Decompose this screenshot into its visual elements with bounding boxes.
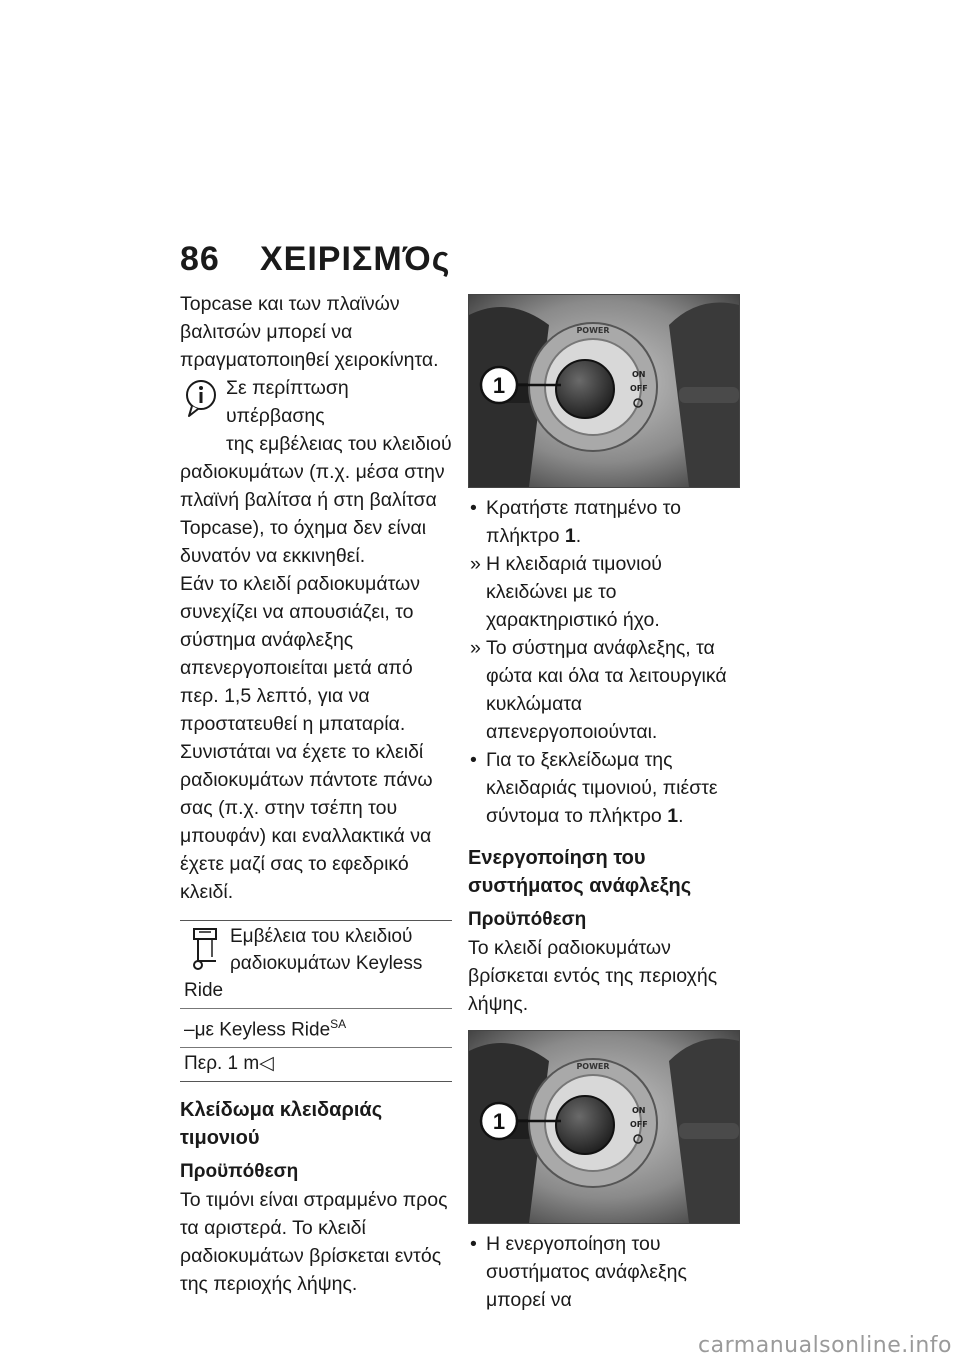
off-label: OFF: [630, 384, 648, 393]
watermark: carmanualsonline.info: [698, 1333, 952, 1358]
ignition-button-photo-2: [468, 1030, 740, 1224]
precondition-text: Το κλειδί ραδιοκυμάτων βρίσκεται εντός της περιοχής λήψης.: [468, 937, 718, 1015]
ignition-photo-graphic: [469, 295, 739, 487]
page-header: [180, 240, 450, 279]
precondition-label: Προϋπόθεση: [468, 909, 587, 930]
on-label: ON: [632, 370, 646, 379]
sa-superscript: SA: [330, 1017, 347, 1031]
hint-paragraph-3: Συνιστάται να έχετε το κλειδί ραδιοκυμάτων πάντοτε πάνω σας (π.χ. στην τσέπη του μπουφάν) και εναλλακτικά να έχετε μαζί σας το εφεδρικό κλειδί.: [180, 741, 433, 903]
hint-paragraph-2: Εάν το κλειδί ραδιοκυμάτων συνεχίζει να απουσιάζει, το σύστημα ανάφλεξης απενεργοποιείται μετά από περ. 1,5 λεπτό, για να προστατευθεί η μπαταρία.: [180, 573, 420, 735]
table-title-line-3: Ride: [184, 980, 224, 1001]
intro-paragraph: Topcase και των πλαϊνών βαλιτσών μπορεί να πραγματοποιηθεί χειροκίνητα.: [180, 293, 439, 371]
right-column: [468, 290, 740, 1314]
list-item: • Κρατήστε πατημένο το πλήκτρο 1.: [470, 497, 681, 547]
table-title-line-1: Εμβέλεια του κλειδιού: [230, 926, 413, 947]
callout-1: 1: [492, 1109, 506, 1134]
section-heading-ignition: Ενεργοποίηση του συστήματος ανάφλεξης: [468, 847, 692, 897]
hint-text: ραδιοκυμάτων (π.χ. μέσα στην πλαϊνή βαλίτσα ή στη βαλίτσα Topcase), το όχημα δεν είναι δυνατόν να εκκινηθεί.: [180, 461, 445, 567]
power-label: POWER: [576, 326, 610, 335]
variant-label: –με Keyless Ride: [184, 1019, 331, 1041]
page-number: 86: [180, 240, 220, 278]
ignition-button-photo-1: [468, 294, 740, 488]
list-item: » Η κλειδαριά τιμονιού κλειδώνει με το χαρακτηριστικό ήχο.: [470, 553, 662, 631]
chapter-title: ΧΕΙΡΙΣΜΌς: [260, 240, 451, 278]
steering-lock-steps: [468, 494, 740, 830]
radio-key-icon: [190, 927, 220, 971]
list-item: • Η ενεργοποίηση του συστήματος ανάφλεξης μπορεί να: [470, 1233, 687, 1311]
callout-1: 1: [492, 373, 506, 398]
table-row: [180, 1009, 452, 1048]
ignition-steps: [468, 1230, 740, 1314]
hint-block: [180, 374, 452, 906]
list-item: » Το σύστημα ανάφλεξης, τα φώτα και όλα τα λειτουργικά κυκλώματα απενεργοποιούνται.: [470, 637, 727, 743]
ignition-photo-graphic: [469, 1031, 739, 1223]
left-column: [180, 290, 452, 1298]
table-title-line-2: ραδιοκυμάτων Keyless: [230, 953, 423, 974]
hint-line-2: της εμβέλειας του κλειδιού: [226, 433, 452, 455]
power-label: POWER: [576, 1062, 610, 1071]
on-label: ON: [632, 1106, 646, 1115]
hint-line-1: Σε περίπτωση υπέρβασης: [226, 377, 349, 427]
table-row: [180, 1048, 452, 1081]
precondition-text: Το τιμόνι είναι στραμμένο προς τα αριστερά. Το κλειδί ραδιοκυμάτων βρίσκεται εντός της περιοχής λήψης.: [180, 1189, 448, 1296]
section-heading-steering-lock: Κλείδωμα κλειδαριάς τιμονιού: [180, 1099, 383, 1150]
keyless-range-table: [180, 920, 452, 1082]
table-header: [180, 921, 452, 1009]
range-value: Περ. 1 m◁: [184, 1053, 274, 1075]
list-item: • Για το ξεκλείδωμα της κλειδαριάς τιμονιού, πιέστε σύντομα το πλήκτρο 1.: [470, 749, 718, 827]
info-hint-icon: [184, 378, 218, 418]
precondition-label: Προϋπόθεση: [180, 1161, 299, 1183]
off-label: OFF: [630, 1120, 648, 1129]
